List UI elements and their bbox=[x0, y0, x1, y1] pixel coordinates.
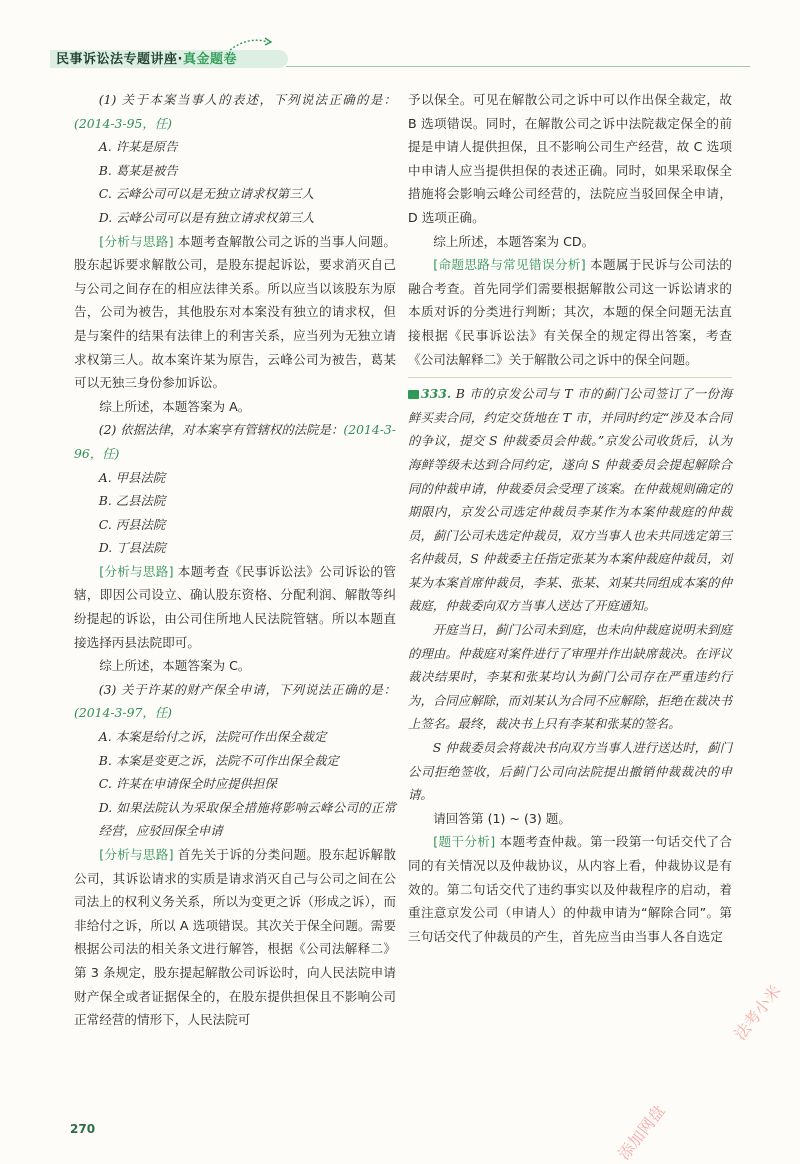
answer-instruction: 请回答第 (1) ~ (3) 题。 bbox=[433, 810, 571, 826]
question-333-number: 333. bbox=[421, 386, 452, 402]
question-3-option-a: A. 本案是给付之诉，法院可作出保全裁定 bbox=[98, 729, 327, 745]
error-analysis-tag: [命题思路与常见错误分析] bbox=[433, 257, 586, 273]
question-2-option-c: C. 丙县法院 bbox=[98, 516, 166, 532]
question-1-option-c: C. 云峰公司可以是无独立请求权第三人 bbox=[98, 186, 314, 202]
header-title-accent: 真金题卷 bbox=[182, 52, 237, 67]
question-333-paragraph-1 bbox=[408, 382, 732, 618]
question-2-stem bbox=[74, 418, 396, 465]
question-2-text: (2) 依据法律，对本案享有管辖权的法院是： bbox=[98, 422, 344, 438]
page-number: 270 bbox=[70, 1122, 96, 1136]
error-analysis-text: 本题属于民诉与公司法的融合考查。首先同学们需要根据解散公司这一诉讼请求的本质对诉的分类进行判断；其次，本题的保全问题无法直接根据《民事诉讼法》有关保全的规定得出答案，考查《公司法解释二》关于解散公司之诉中的保全问题。 bbox=[408, 257, 732, 367]
question-3-stem bbox=[74, 678, 396, 725]
answer-3-continued: 予以保全。可见在解散公司之诉中可以作出保全裁定，故 B 选项错误。同时，在解散公司之诉中法院裁定保全的前提是申请人提供担保，且不影响公司生产经营，故 C 选项中申请人应当提供担保的表述正确。同时，如果采取保全措施将会影响云峰公司经营的，法院应当驳回保全申请，D 选项正确。 bbox=[408, 92, 732, 225]
answer-2-summary: 综上所述，本题答案为 C。 bbox=[99, 658, 251, 674]
question-2-source: (2014-3-96，任) bbox=[74, 422, 396, 461]
error-analysis bbox=[408, 253, 732, 371]
answer-3-analysis bbox=[74, 843, 396, 1032]
question-1-option-d: D. 云峰公司可以是有独立请求权第三人 bbox=[98, 209, 315, 225]
question-1-stem bbox=[74, 88, 396, 135]
header-title-separator: · bbox=[177, 52, 183, 67]
right-column bbox=[408, 88, 732, 948]
question-marker-icon bbox=[408, 390, 419, 399]
header-rule bbox=[286, 66, 750, 67]
answer-2-text: 本题考查《民事诉讼法》公司诉讼的管辖，即因公司设立、确认股东资格、分配利润、解散等纠纷提起的诉讼，由公司住所地人民法院管辖。所以本题直接选择丙县法院即可。 bbox=[74, 563, 396, 650]
stem-analysis-text: 本题考查仲裁。第一段第一句话交代了合同的有关情况以及仲裁协议，从内容上看，仲裁协议是有效的。第二句话交代了违约事实以及仲裁程序的启动，着重注意京发公司（申请人）的仲裁申请为“解除合同”。第三句话交代了仲裁员的产生，首先应当由当事人各自选定 bbox=[408, 834, 732, 944]
answer-1-analysis bbox=[74, 230, 396, 395]
question-3-source: (2014-3-97，任) bbox=[74, 705, 173, 721]
question-2-option-b: B. 乙县法院 bbox=[98, 493, 166, 509]
question-3-text: (3) 关于许某的财产保全申请，下列说法正确的是： bbox=[98, 681, 396, 697]
left-column bbox=[74, 88, 396, 1032]
section-divider bbox=[408, 377, 732, 378]
question-1-text: (1) 关于本案当事人的表述，下列说法正确的是： bbox=[98, 92, 396, 107]
answer-2-analysis bbox=[74, 560, 396, 654]
watermark: 添加网盘 bbox=[614, 1101, 669, 1164]
stem-analysis-tag: [题干分析] bbox=[433, 834, 496, 850]
running-header bbox=[50, 38, 750, 68]
analysis-tag: [分析与思路] bbox=[99, 847, 174, 862]
question-333-paragraph-2: 开庭当日，蓟门公司未到庭，也未向仲裁庭说明未到庭的理由。仲裁庭对案件进行了审理并作出缺席裁决。在评议裁决结果时，李某和张某均认为蓟门公司存在严重违约行为，合同应解除，而刘某认为合同不应解除，拒绝在裁决书上签名。最终，裁决书上只有李某和张某的签名。 bbox=[408, 622, 732, 732]
question-333-text-1: B 市的京发公司与 T 市的蓟门公司签订了一份海鲜买卖合同，约定交货地在 T 市，并同时约定“涉及本合同的争议，提交 S 仲裁委员会仲裁。”京发公司收货后，认为海鲜等级未达到合同约定，遂向 S 仲裁委员会提起解除合同的仲裁申请，仲裁委员会受理了该案。在仲裁规则确定的期限内，京发公司选定仲裁员李某作为本案仲裁庭的仲裁员，蓟门公司未选定仲裁员，双方当事人也未共同选定第三名仲裁员，S 仲裁委主任指定张某为本案仲裁庭仲裁员，刘某为本案首席仲裁员，李某、张某、刘某共同组成本案的仲裁庭，仲裁委向双方当事人送达了开庭通知。 bbox=[408, 386, 732, 614]
answer-3-summary: 综上所述，本题答案为 CD。 bbox=[433, 233, 595, 249]
header-title bbox=[56, 48, 237, 67]
analysis-tag: [分析与思路] bbox=[99, 233, 174, 249]
watermark: 法考小米 bbox=[730, 981, 785, 1044]
question-3-option-b: B. 本案是变更之诉，法院不可作出保全裁定 bbox=[98, 752, 339, 768]
header-title-main: 民事诉讼法专题讲座 bbox=[56, 52, 178, 67]
analysis-tag: [分析与思路] bbox=[99, 563, 174, 579]
stem-analysis bbox=[408, 830, 732, 948]
answer-1-text: 本题考查解散公司之诉的当事人问题。股东起诉要求解散公司，是股东提起诉讼，要求消灭自己与公司之间存在的相应法律关系。所以应当以该股东为原告，公司为被告，其他股东对本案没有独立的请求权，但是与案件的结果有法律上的利害关系，应当列为无独立请求权第三人。故本案许某为原告，云峰公司为被告，葛某可以无独三身份参加诉讼。 bbox=[74, 233, 396, 391]
question-1-source: (2014-3-95，任) bbox=[74, 115, 173, 131]
question-1-option-b: B. 葛某是被告 bbox=[98, 162, 178, 178]
question-2-option-a: A. 甲县法院 bbox=[98, 469, 166, 485]
answer-1-summary: 综上所述，本题答案为 A。 bbox=[99, 398, 251, 414]
question-3-option-d: D. 如果法院认为采取保全措施将影响云峰公司的正常经营，应驳回保全申请 bbox=[98, 799, 396, 839]
question-1-option-a: A. 许某是原告 bbox=[98, 139, 178, 155]
question-2-option-d: D. 丁县法院 bbox=[98, 540, 166, 556]
answer-3-text: 首先关于诉的分类问题。股东起诉解散公司，其诉讼请求的实质是请求消灭自己与公司之间在公司法上的权利义务关系，所以为变更之诉（形成之诉），而非给付之诉，所以 A 选项错误。其次关于保全问题。需要根据公司法的相关条文进行解答，根据《公司法解释二》第 3 条规定，股东提起解散公司诉讼时，向人民法院申请财产保全或者证据保全的，在股东提供担保且不影响公司正常经营的情形下，人民法院可 bbox=[74, 847, 396, 1028]
question-333-paragraph-3: S 仲裁委员会将裁决书向双方当事人进行送达时，蓟门公司拒绝签收，后蓟门公司向法院提出撤销仲裁裁决的申请。 bbox=[408, 740, 732, 803]
question-3-option-c: C. 许某在申请保全时应提供担保 bbox=[98, 776, 277, 792]
